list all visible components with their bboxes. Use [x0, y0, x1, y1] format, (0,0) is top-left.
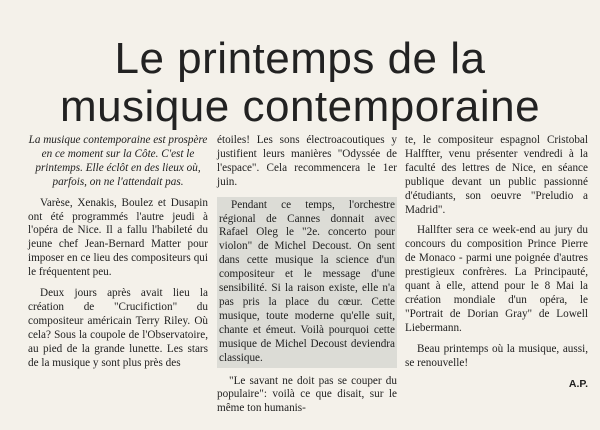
headline-line-1: Le printemps de la: [114, 34, 486, 84]
paragraph: Beau printemps où la musique, aussi, se renouvelle!: [405, 342, 588, 369]
paragraph: te, le compositeur espagnol Cristobal Halffter, venu présenter vendredi à la faculté des lettres de Nice, en séance publique devant un public passionné d'étudiants, son oeuvre "Preludio a Madrid".: [405, 134, 588, 216]
paragraph: étoiles! Les sons électroacoutiques y justifient leurs manières "Odyssée de l'espace". Cela recommencera le 1er juin.: [217, 134, 397, 188]
paragraph: Varèse, Xenakis, Boulez et Dusapin ont été programmés l'autre jeudi à l'opéra de Nice. Il a fallu l'habileté du jeune chef Jean-Bernard Matter pour imposer en ce lieu des compositeurs qui le fréquentent peu.: [28, 196, 208, 279]
signature: A.P.: [568, 377, 588, 390]
highlighted-box: [217, 197, 397, 368]
paragraph: Pendant ce temps, l'orchestre régional de Cannes donnait avec Rafael Oleg le "2e. concerto pour violon" de Michel Decoust. On sent dans cette musique la science d'un compositeur et le message d'une sensibilité. Si la raison existe, elle n'a pas pris la place du cœur. Cette musique, toute moderne qu'elle suit, chante et émeut. Voilà pourquoi cette musique de Michel Decoust deviendra classique.: [219, 198, 395, 364]
paragraph: Deux jours après avait lieu la création de "Crucifiction" du compositeur américain Terry Riley. Où cela? Sous la coupole de l'Observatoire, au pied de la grande lunette. Les stars de la musique y sont plus près des: [28, 287, 208, 369]
headline-line-2: musique contemporaine: [59, 82, 541, 132]
column-3: [405, 134, 588, 391]
paragraph: "Le savant ne doit pas se couper du populaire": voilà ce que disait, sur le même ton humanis-: [217, 374, 397, 415]
paragraph: Hallfter sera ce week-end au jury du concours du composition Prince Pierre de Monaco - parmi une poignée d'autres prestigieux confrères. La Principauté, quant à elle, attend pour le 8 Mai la création mondiale d'un opéra, le "Portrait de Dorian Gray" de Lowell Liebermann.: [405, 224, 588, 334]
column-2: [217, 134, 397, 423]
headline: [0, 35, 600, 131]
column-1: [28, 134, 208, 378]
chapeau: La musique contemporaine est prospère en ce moment sur la Côte. C'est le printemps. Elle éclôt en des lieux où, parfois, on ne l'attendait pas.: [28, 134, 208, 188]
